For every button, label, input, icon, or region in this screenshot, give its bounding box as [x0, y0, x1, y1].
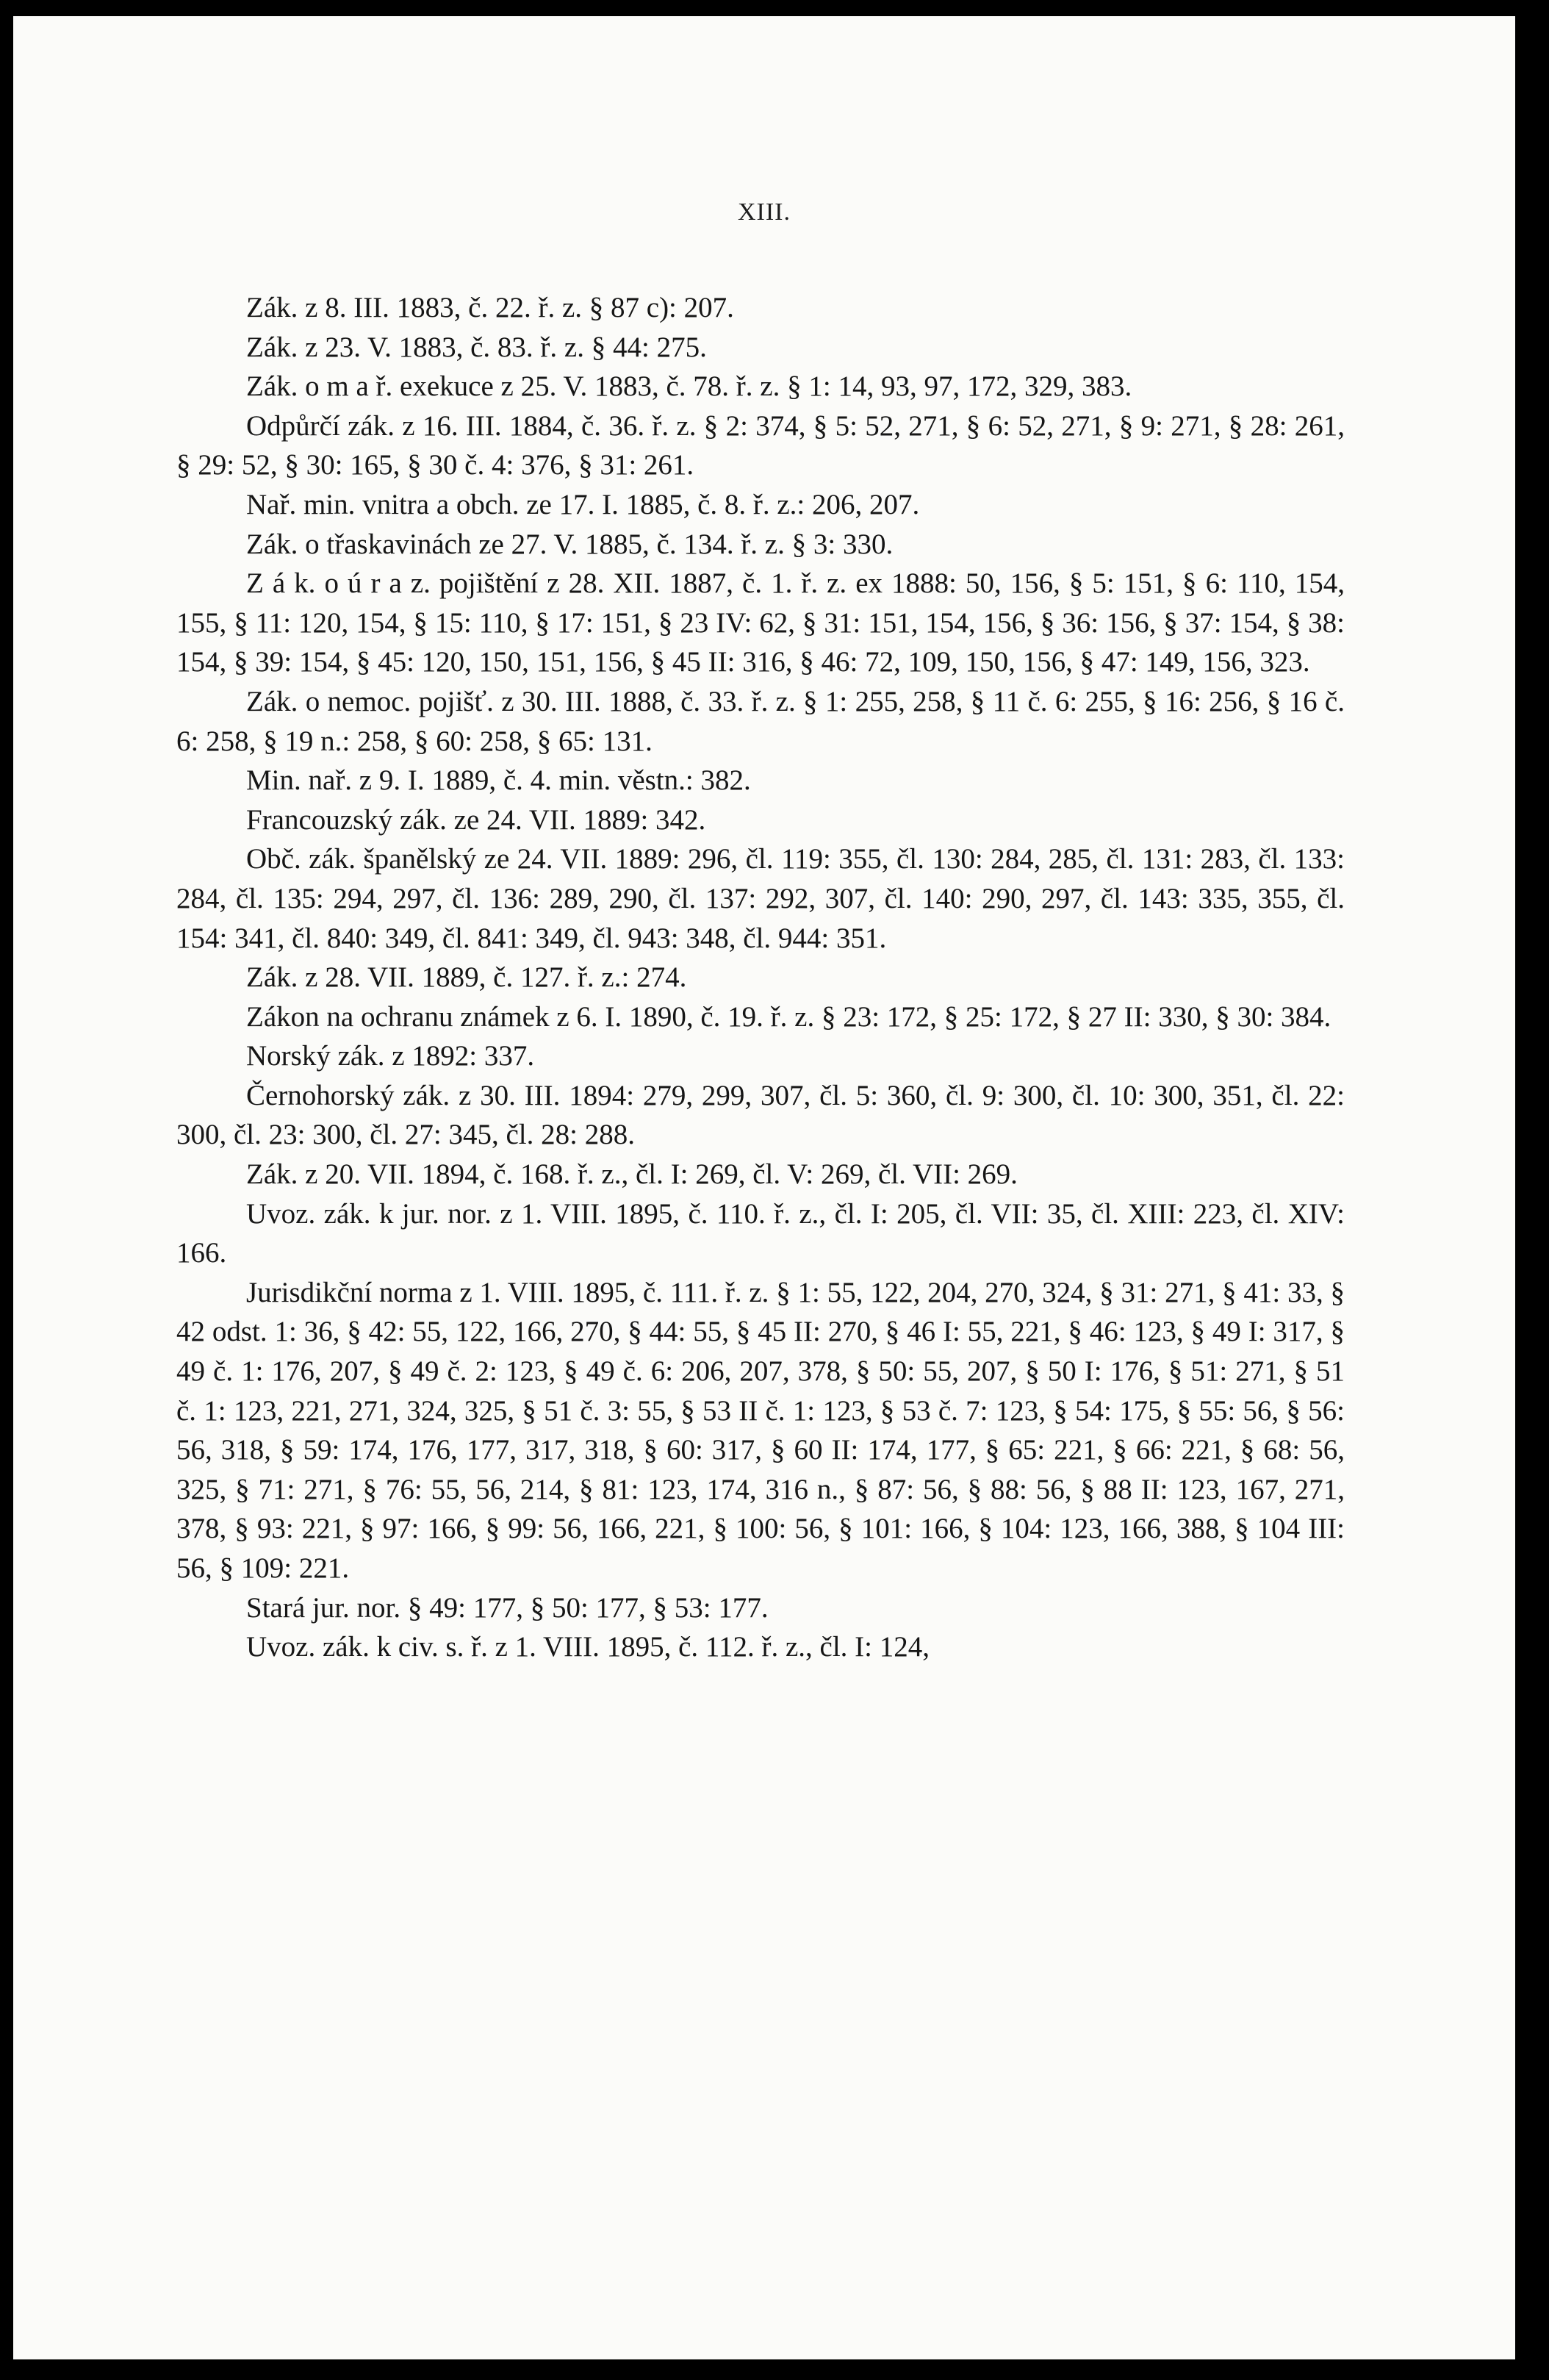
- index-entry: Stará jur. nor. § 49: 177, § 50: 177, § 53: 177.: [246, 1591, 769, 1624]
- index-entry: Zák. z 8. III. 1883, č. 22. ř. z. § 87 c): 207.: [246, 292, 734, 323]
- index-entry: Uvoz. zák. k civ. s. ř. z 1. VIII. 1895, č. 112. ř. z., čl. I: 124,: [246, 1631, 930, 1663]
- index-entry: Zák. o třaskavinách ze 27. V. 1885, č. 134. ř. z. § 3: 330.: [246, 528, 894, 560]
- index-text: [176, 288, 1345, 1667]
- index-entry: Obč. zák. španělský ze 24. VII. 1889: 296, čl. 119: 355, čl. 130: 284, 285, čl. 131: 283, čl. 133: 284, čl. 135: 294, 297, čl. 136: 289, 290, čl. 137: 292, 307, čl. 140: 290, 297, čl. 143: 335, 355, čl. 154: 341, čl. 840: 349, čl. 841: 349, čl. 943: 348, čl. 944: 351.: [176, 843, 1345, 954]
- index-entry: Zákon na ochranu známek z 6. I. 1890, č. 19. ř. z. § 23: 172, § 25: 172, § 27 II: 330, § 30: 384.: [246, 1000, 1331, 1033]
- index-entry: Z á k. o ú r a z. pojištění z 28. XII. 1887, č. 1. ř. z. ex 1888: 50, 156, § 5: 151, § 6: 110, 154, 155, § 11: 120, 154, § 15: 110, § 17: 151, § 23 IV: 62, § 31: 151, 154, 156, § 36: 156, § 37: 154, § 38: 154, § 39: 154, § 45: 120, 150, 151, 156, § 45 II: 316, § 46: 72, 109, 150, 156, § 47: 149, 156, 323.: [176, 567, 1345, 678]
- index-entry: Odpůrčí zák. z 16. III. 1884, č. 36. ř. z. § 2: 374, § 5: 52, 271, § 6: 52, 271, § 9: 271, § 28: 261, § 29: 52, § 30: 165, § 30 č. 4: 376, § 31: 261.: [176, 409, 1345, 481]
- index-entry: Francouzský zák. ze 24. VII. 1889: 342.: [246, 803, 706, 836]
- index-entry: Zák. z 20. VII. 1894, č. 168. ř. z., čl. I: 269, čl. V: 269, čl. VII: 269.: [246, 1158, 1018, 1191]
- index-entry: Zák. o nemoc. pojišť. z 30. III. 1888, č. 33. ř. z. § 1: 255, 258, § 11 č. 6: 255, § 16: 256, § 16 č. 6: 258, § 19 n.: 258, § 60: 258, § 65: 131.: [176, 685, 1345, 757]
- index-entry: Zák. z 28. VII. 1889, č. 127. ř. z.: 274.: [246, 961, 687, 994]
- index-entry: Zák. z 23. V. 1883, č. 83. ř. z. § 44: 275.: [246, 331, 707, 363]
- index-entry: Norský zák. z 1892: 337.: [246, 1040, 535, 1072]
- index-entry: Uvoz. zák. k jur. nor. z 1. VIII. 1895, č. 110. ř. z., čl. I: 205, čl. VII: 35, čl. XIII: 223, čl. XIV: 166.: [176, 1197, 1345, 1269]
- page-header: XIII.: [737, 198, 791, 226]
- book-page: [13, 16, 1515, 2359]
- index-entry: Min. nař. z 9. I. 1889, č. 4. min. věstn.: 382.: [246, 764, 751, 797]
- index-entry: Jurisdikční norma z 1. VIII. 1895, č. 111. ř. z. § 1: 55, 122, 204, 270, 324, § 31: 271, § 41: 33, § 42 odst. 1: 36, § 42: 55, 122, 166, 270, § 44: 55, § 45 II: 270, § 46 I: 55, 221, § 46: 123, § 49 I: 317, § 49 č. 1: 176, 207, § 49 č. 2: 123, § 49 č. 6: 206, 207, 378, § 50: 55, 207, § 50 I: 176, § 51: 271, § 51 č. 1: 123, 221, 271, 324, 325, § 51 č. 3: 55, § 53 II č. 1: 123, § 53 č. 7: 123, § 54: 175, § 55: 56, § 56: 56, 318, § 59: 174, 176, 177, 317, 318, § 60: 317, § 60 II: 174, 177, § 65: 221, § 66: 221, § 68: 56, 325, § 71: 271, § 76: 55, 56, 214, § 81: 123, 174, 316 n., § 87: 56, § 88: 56, § 88 II: 123, 167, 271, 378, § 93: 221, § 97: 166, § 99: 56, 166, 221, § 100: 56, § 101: 166, § 104: 123, 166, 388, § 104 III: 56, § 109: 221.: [176, 1276, 1345, 1584]
- index-entry: Nař. min. vnitra a obch. ze 17. I. 1885, č. 8. ř. z.: 206, 207.: [246, 488, 920, 520]
- index-entry: Černohorský zák. z 30. III. 1894: 279, 299, 307, čl. 5: 360, čl. 9: 300, čl. 10: 300, 351, čl. 22: 300, čl. 23: 300, čl. 27: 345, čl. 28: 288.: [176, 1079, 1345, 1151]
- index-entry: Zák. o m a ř. exekuce z 25. V. 1883, č. 78. ř. z. § 1: 14, 93, 97, 172, 329, 383.: [246, 370, 1132, 403]
